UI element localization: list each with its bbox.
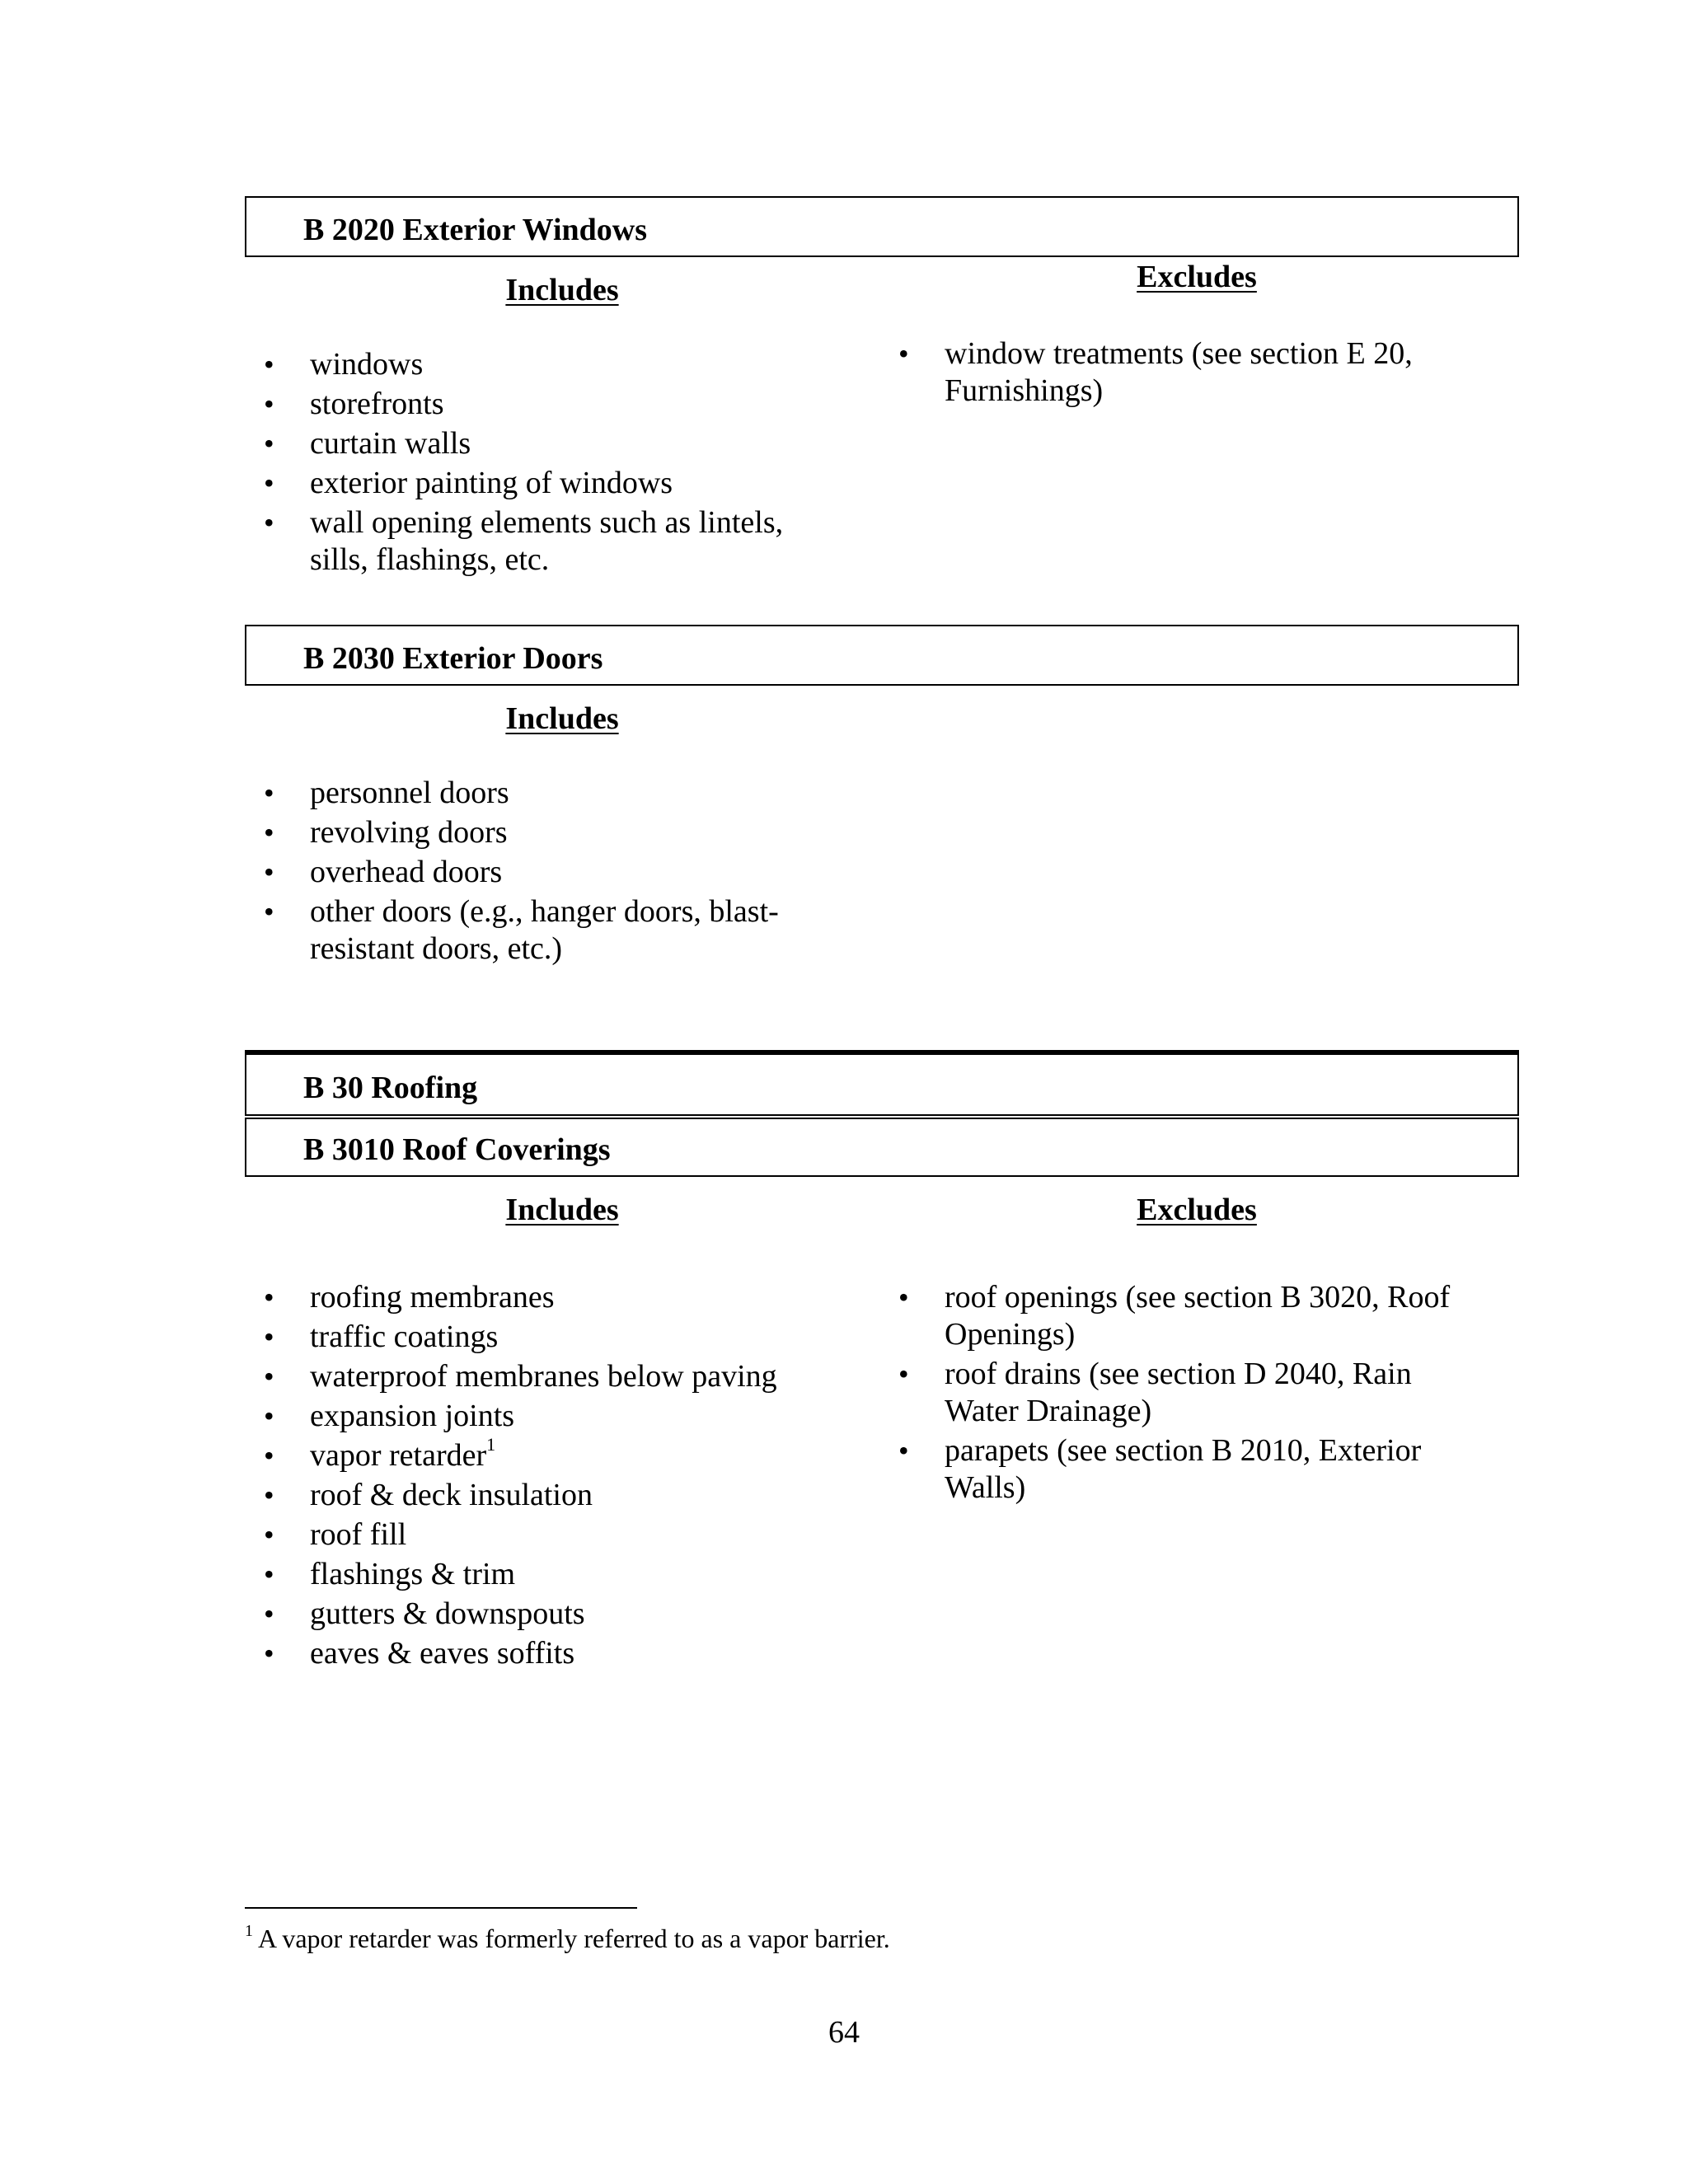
bullet-icon: •: [264, 895, 274, 928]
includes-heading-doors: Includes: [505, 701, 619, 736]
excludes-list-roof-coverings: [897, 1279, 1490, 1509]
bullet-icon: •: [264, 776, 274, 809]
list-item: • waterproof membranes below paving: [264, 1359, 777, 1394]
bullet-icon: •: [264, 1399, 274, 1432]
list-item: • personnel doors: [264, 776, 509, 810]
bullet-icon: •: [264, 1637, 274, 1670]
bullet-icon: •: [264, 1558, 274, 1591]
list-item: • revolving doors: [264, 815, 508, 850]
list-item: • other doors (e.g., hanger doors, blast-resistant doors, etc.): [264, 894, 779, 966]
bullet-icon: •: [264, 427, 274, 460]
section-title-exterior-windows: B 2020 Exterior Windows: [303, 213, 647, 247]
includes-list-roof-coverings: [262, 1279, 856, 1675]
bullet-icon: •: [264, 1439, 274, 1472]
list-item: • traffic coatings: [264, 1319, 499, 1354]
list-item: • windows: [264, 347, 424, 382]
bullet-icon: •: [898, 1281, 909, 1314]
list-item: • storefronts: [264, 387, 444, 421]
list-item: • eaves & eaves soffits: [264, 1636, 575, 1671]
section-title-roofing: B 30 Roofing: [303, 1071, 478, 1105]
list-item: • exterior painting of windows: [264, 466, 673, 500]
includes-list-windows: [262, 346, 839, 581]
list-item: • expansion joints: [264, 1399, 515, 1433]
list-item: • parapets (see section B 2010, Exterior Walls): [898, 1433, 1422, 1505]
footnote-marker: 1: [245, 1922, 253, 1940]
bullet-icon: •: [264, 1518, 274, 1551]
bullet-icon: •: [264, 348, 274, 381]
excludes-heading-roof-coverings: Excludes: [1137, 1193, 1257, 1227]
list-item: • window treatments (see section E 20, Furnishings): [898, 336, 1413, 408]
section-title-roof-coverings: B 3010 Roof Coverings: [303, 1132, 611, 1167]
footnote-text: A vapor retarder was formerly referred to as a vapor barrier.: [258, 1924, 890, 1953]
bullet-icon: •: [264, 506, 274, 539]
page-number: 64: [828, 2015, 860, 2050]
list-item: • vapor retarder$^1$: [264, 1434, 496, 1473]
list-item: • roof & deck insulation: [264, 1478, 593, 1512]
bullet-icon: •: [898, 1434, 909, 1467]
bullet-icon: •: [264, 387, 274, 420]
bullet-icon: •: [264, 466, 274, 499]
bullet-icon: •: [898, 1357, 909, 1390]
includes-heading-windows: Includes: [505, 273, 619, 307]
list-item: • roofing membranes: [264, 1280, 555, 1315]
includes-heading-roof-coverings: Includes: [505, 1193, 619, 1227]
list-item: • wall opening elements such as lintels, sills, flashings, etc.: [264, 505, 784, 577]
excludes-heading-windows: Excludes: [1137, 260, 1257, 294]
list-item: • roof openings (see section B 3020, Roof Openings): [898, 1280, 1451, 1352]
bullet-icon: •: [264, 1320, 274, 1353]
footnote: [245, 1922, 890, 1955]
list-item: • curtain walls: [264, 426, 471, 461]
bullet-icon: •: [264, 855, 274, 888]
list-item: • gutters & downspouts: [264, 1596, 585, 1631]
list-item: • roof drains (see section D 2040, Rain Water Drainage): [898, 1357, 1412, 1428]
list-item: • roof fill: [264, 1517, 407, 1552]
section-title-exterior-doors: B 2030 Exterior Doors: [303, 641, 603, 676]
list-item: • overhead doors: [264, 855, 503, 889]
includes-list-doors: [262, 775, 839, 970]
bullet-icon: •: [264, 1360, 274, 1393]
excludes-list-windows: [897, 335, 1474, 412]
bullet-icon: •: [264, 816, 274, 849]
list-item: • flashings & trim: [264, 1557, 516, 1591]
bullet-icon: •: [264, 1479, 274, 1511]
bullet-icon: •: [264, 1281, 274, 1314]
footnote-ref: 1: [486, 1434, 496, 1455]
bullet-icon: •: [898, 337, 909, 370]
footnote-separator: [245, 1907, 637, 1909]
bullet-icon: •: [264, 1597, 274, 1630]
